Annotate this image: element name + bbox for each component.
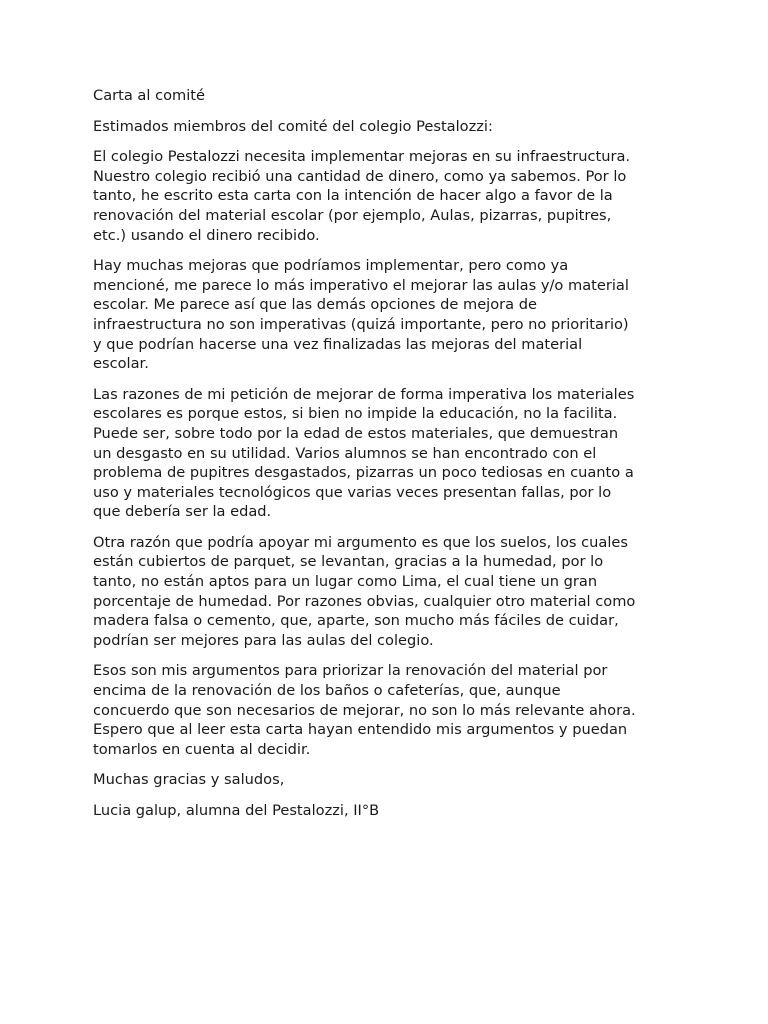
text-line: renovación del material escolar (por ejemplo, Aulas, pizarras, pupitres, — [93, 206, 612, 224]
text-line: Nuestro colegio recibió una cantidad de dinero, como ya sabemos. Por lo — [93, 167, 627, 185]
text-line: infraestructura no son imperativas (quizá importante, pero no prioritario) — [93, 315, 629, 333]
text-line: Esos son mis argumentos para priorizar la renovación del material por — [93, 662, 608, 680]
text-line: Hay muchas mejoras que podríamos implementar, pero como ya — [93, 257, 569, 275]
text-line: escolar. Me parece así que las demás opciones de mejora de — [93, 296, 537, 314]
text-line: concuerdo que son necesarios de mejorar, no son lo más relevante ahora. — [93, 701, 636, 719]
text-line: etc.) usando el dinero recibido. — [93, 226, 320, 244]
text-line: tomarlos en cuenta al decidir. — [93, 740, 311, 758]
paragraph-1 — [93, 147, 683, 245]
paragraph-2 — [93, 256, 683, 374]
text-line: Espero que al leer esta carta hayan entendido mis argumentos y puedan — [93, 721, 628, 739]
text-line: El colegio Pestalozzi necesita implementar mejoras en su infraestructura. — [93, 148, 631, 166]
text-line: Otra razón que podría apoyar mi argumento es que los suelos, los cuales — [93, 533, 628, 551]
text-line: Las razones de mi petición de mejorar de forma imperativa los materiales — [93, 385, 635, 403]
text-line: escolares es porque estos, si bien no impide la educación, no la facilita. — [93, 405, 618, 423]
text-line: están cubiertos de parquet, se levantan, gracias a la humedad, por lo — [93, 553, 604, 571]
paragraph-4 — [93, 533, 683, 651]
document-page — [93, 86, 683, 832]
text-line: tanto, he escrito esta carta con la intención de hacer algo a favor de la — [93, 187, 613, 205]
text-line: uso y materiales tecnológicos que varias veces presentan fallas, por lo — [93, 483, 612, 501]
letter-title: Carta al comité — [93, 87, 205, 104]
text-line: que debería ser la edad. — [93, 503, 272, 521]
letter-signature: Lucia galup, alumna del Pestalozzi, II°B — [93, 802, 380, 819]
text-line: tanto, no están aptos para un lugar como Lima, el cual tiene un gran — [93, 573, 598, 591]
text-line: podrían ser mejores para las aulas del colegio. — [93, 631, 434, 649]
text-line: madera falsa o cemento, que, aparte, son mucho más fáciles de cuidar, — [93, 612, 619, 630]
text-line: escolar. — [93, 355, 149, 373]
text-line: y que podrían hacerse una vez finalizadas las mejoras del material — [93, 335, 583, 353]
letter-greeting: Estimados miembros del comité del colegio Pestalozzi: — [93, 117, 493, 135]
text-line: un desgasto en su utilidad. Varios alumnos se han encontrado con el — [93, 444, 597, 462]
text-line: porcentaje de humedad. Por razones obvias, cualquier otro material como — [93, 592, 636, 610]
paragraph-3 — [93, 385, 683, 522]
text-line: problema de pupitres desgastados, pizarras un poco tediosas en cuanto a — [93, 464, 634, 482]
paragraph-5 — [93, 661, 683, 759]
text-line: mencioné, me parece lo más imperativo el mejorar las aulas y/o material — [93, 276, 629, 294]
text-line: encima de la renovación de los baños o cafeterías, que, aunque — [93, 682, 561, 700]
letter-closing: Muchas gracias y saludos, — [93, 771, 285, 789]
text-line: Puede ser, sobre todo por la edad de estos materiales, que demuestran — [93, 424, 619, 442]
